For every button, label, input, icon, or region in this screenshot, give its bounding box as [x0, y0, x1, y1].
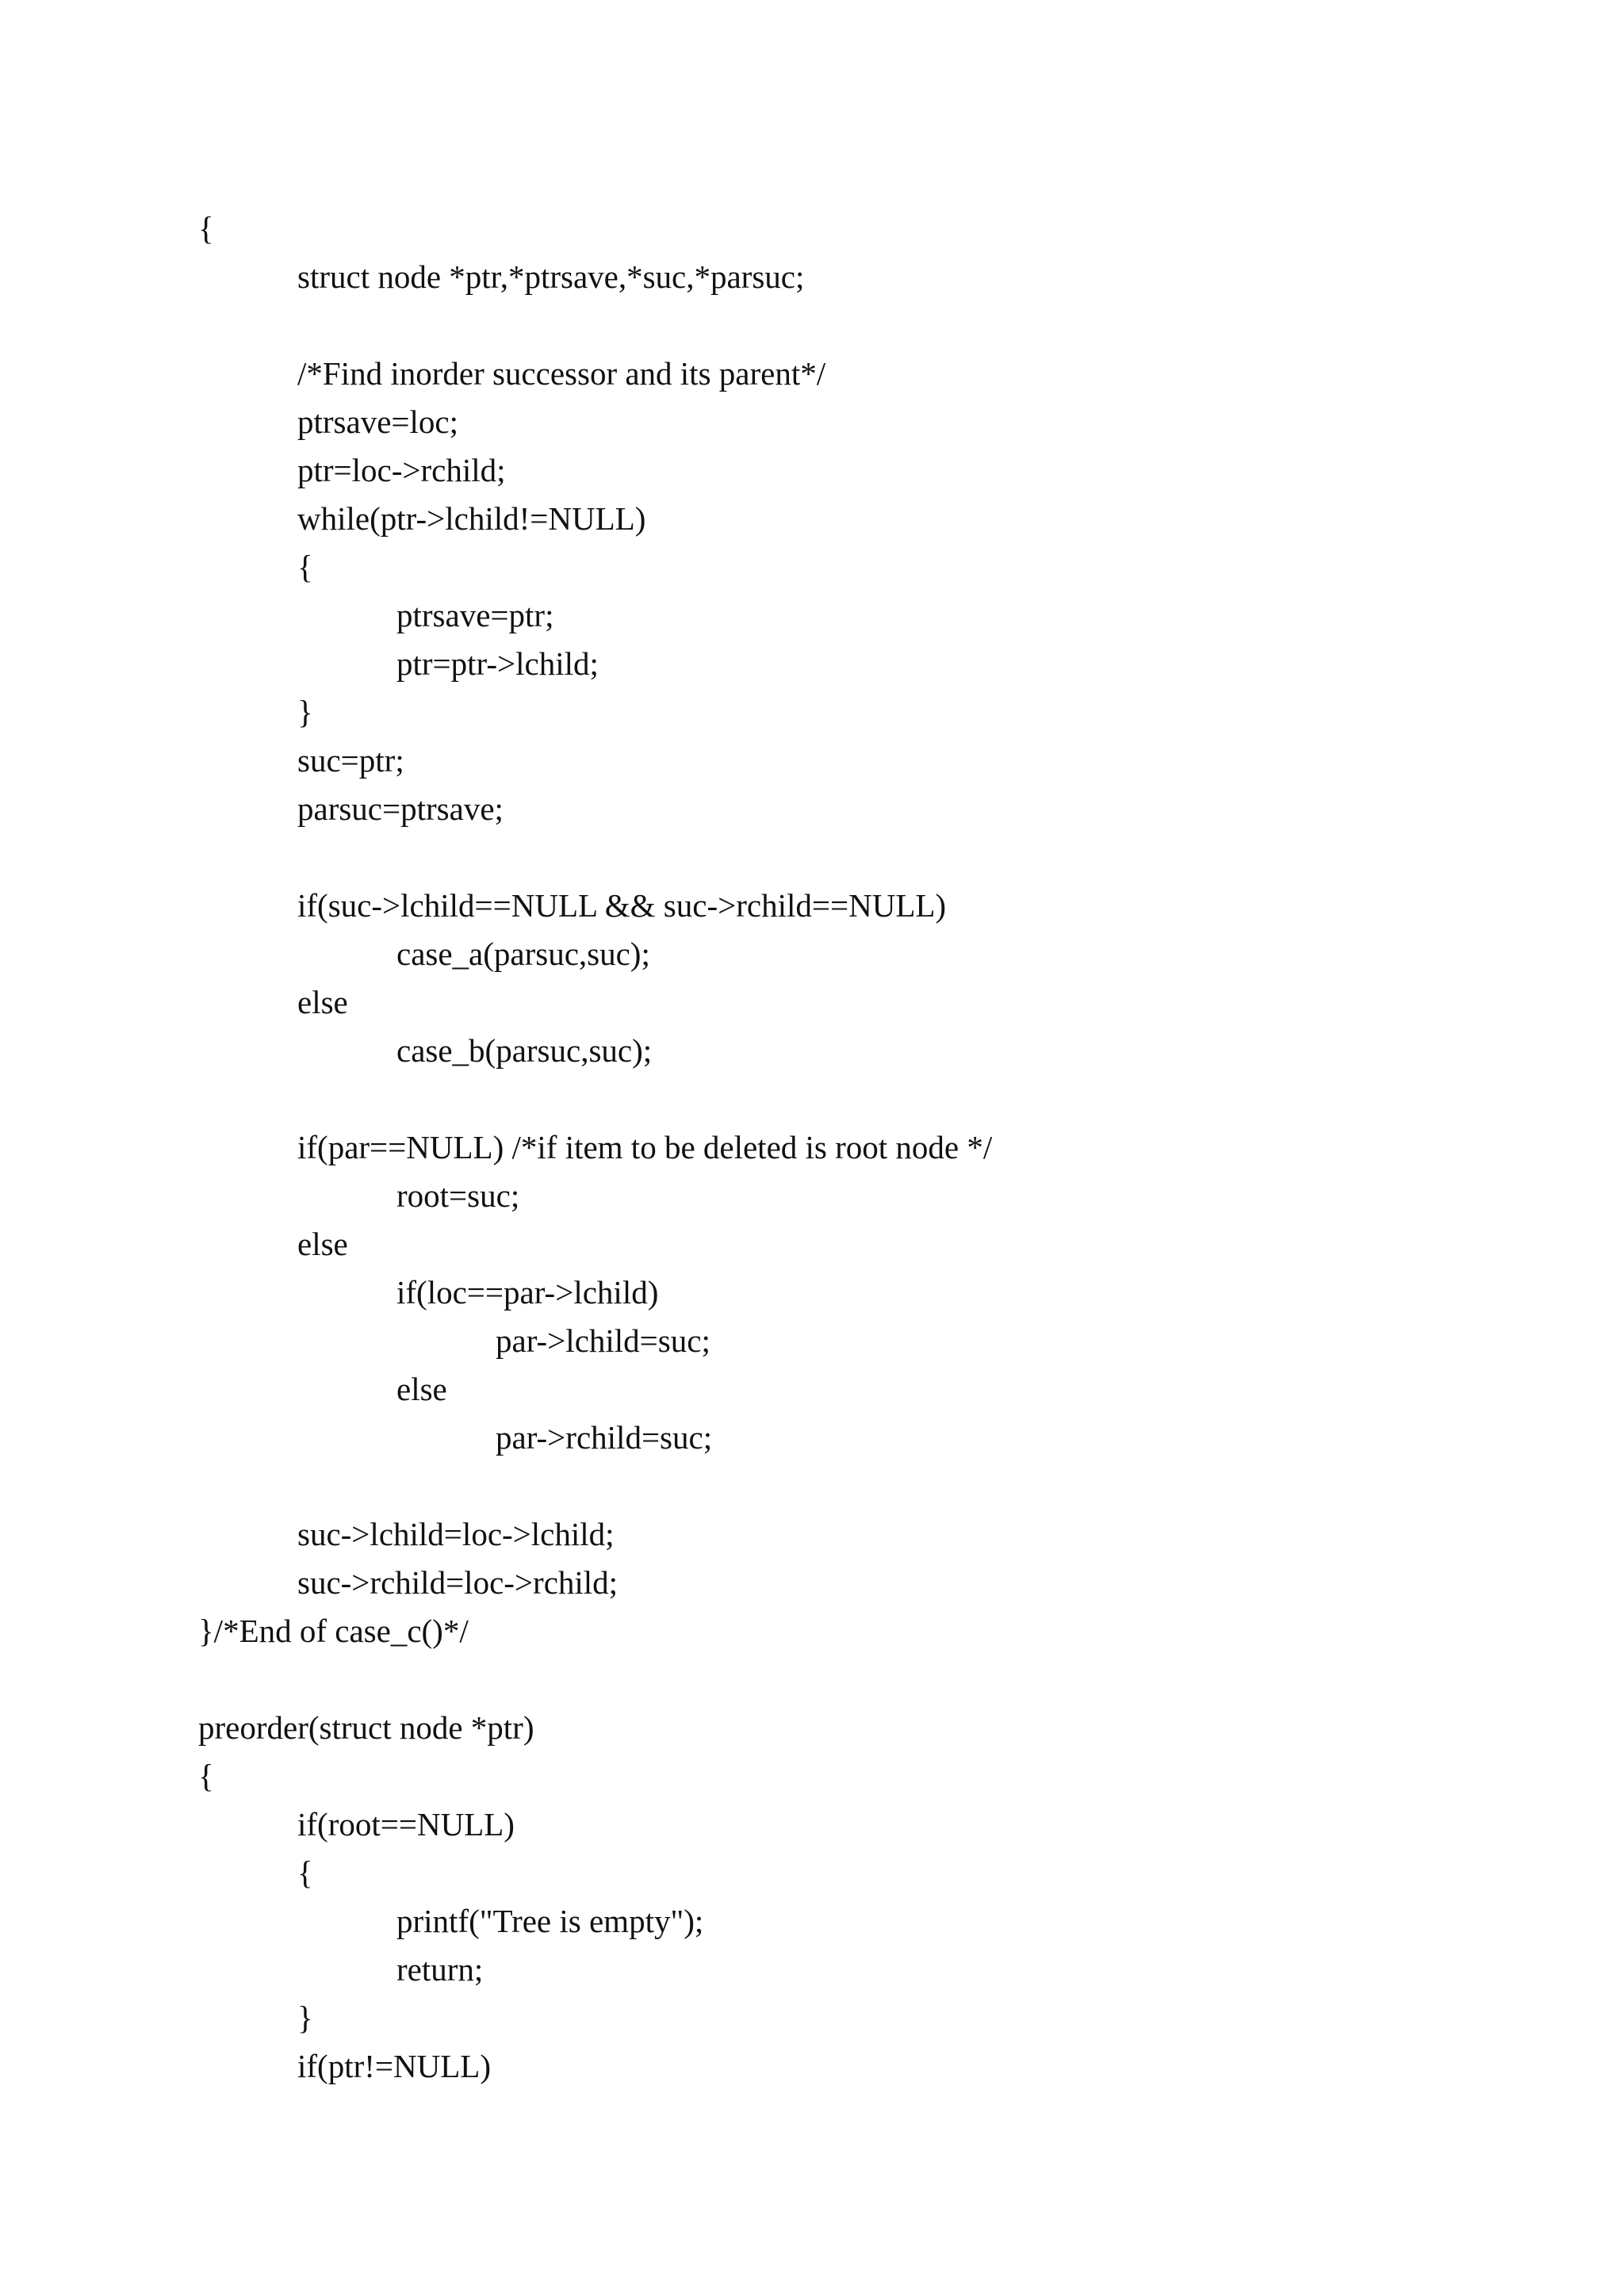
- code-line: suc=ptr;: [297, 742, 404, 779]
- code-line: suc->lchild=loc->lchild;: [297, 1516, 615, 1552]
- code-line: else: [297, 1226, 348, 1262]
- code-line: return;: [396, 1951, 484, 1988]
- code-line: {: [297, 1854, 313, 1891]
- code-line: preorder(struct node *ptr): [198, 1709, 534, 1746]
- code-line: par->rchild=suc;: [496, 1419, 713, 1456]
- blank-line: [198, 1655, 1546, 1704]
- code-line: else: [396, 1371, 447, 1407]
- code-line: struct node *ptr,*ptrsave,*suc,*parsuc;: [297, 258, 805, 295]
- code-line: while(ptr->lchild!=NULL): [297, 500, 646, 537]
- code-line: printf("Tree is empty");: [396, 1903, 704, 1939]
- code-line: root=suc;: [396, 1177, 520, 1214]
- code-line: if(root==NULL): [297, 1806, 515, 1843]
- code-line: }: [297, 694, 313, 730]
- blank-line: [198, 1075, 1546, 1123]
- blank-line: [198, 1462, 1546, 1510]
- code-line: {: [297, 549, 313, 585]
- code-line: {: [198, 1758, 214, 1794]
- code-line: ptr=loc->rchild;: [297, 452, 506, 488]
- code-line: ptr=ptr->lchild;: [396, 645, 599, 682]
- code-line: if(par==NULL) /*if item to be deleted is root node */: [297, 1129, 993, 1165]
- code-line: ptrsave=loc;: [297, 404, 458, 440]
- blank-line: [198, 833, 1546, 882]
- blank-line: [198, 301, 1546, 350]
- code-line: parsuc=ptrsave;: [297, 790, 504, 827]
- code-line: ptrsave=ptr;: [396, 597, 554, 633]
- code-line: if(loc==par->lchild): [396, 1274, 659, 1311]
- code-line: }/*End of case_c()*/: [198, 1613, 469, 1649]
- code-line: else: [297, 984, 348, 1020]
- code-line: /*Find inorder successor and its parent*/: [297, 355, 826, 392]
- code-line: if(ptr!=NULL): [297, 2048, 491, 2084]
- code-line: case_a(parsuc,suc);: [396, 936, 650, 972]
- code-line: suc->rchild=loc->rchild;: [297, 1564, 619, 1601]
- code-line: if(suc->lchild==NULL && suc->rchild==NULL): [297, 887, 947, 924]
- code-line: case_b(parsuc,suc);: [396, 1032, 653, 1069]
- code-line: }: [297, 1999, 313, 2036]
- code-listing: [198, 205, 1546, 2091]
- code-line: par->lchild=suc;: [496, 1322, 710, 1359]
- code-line: {: [198, 210, 214, 247]
